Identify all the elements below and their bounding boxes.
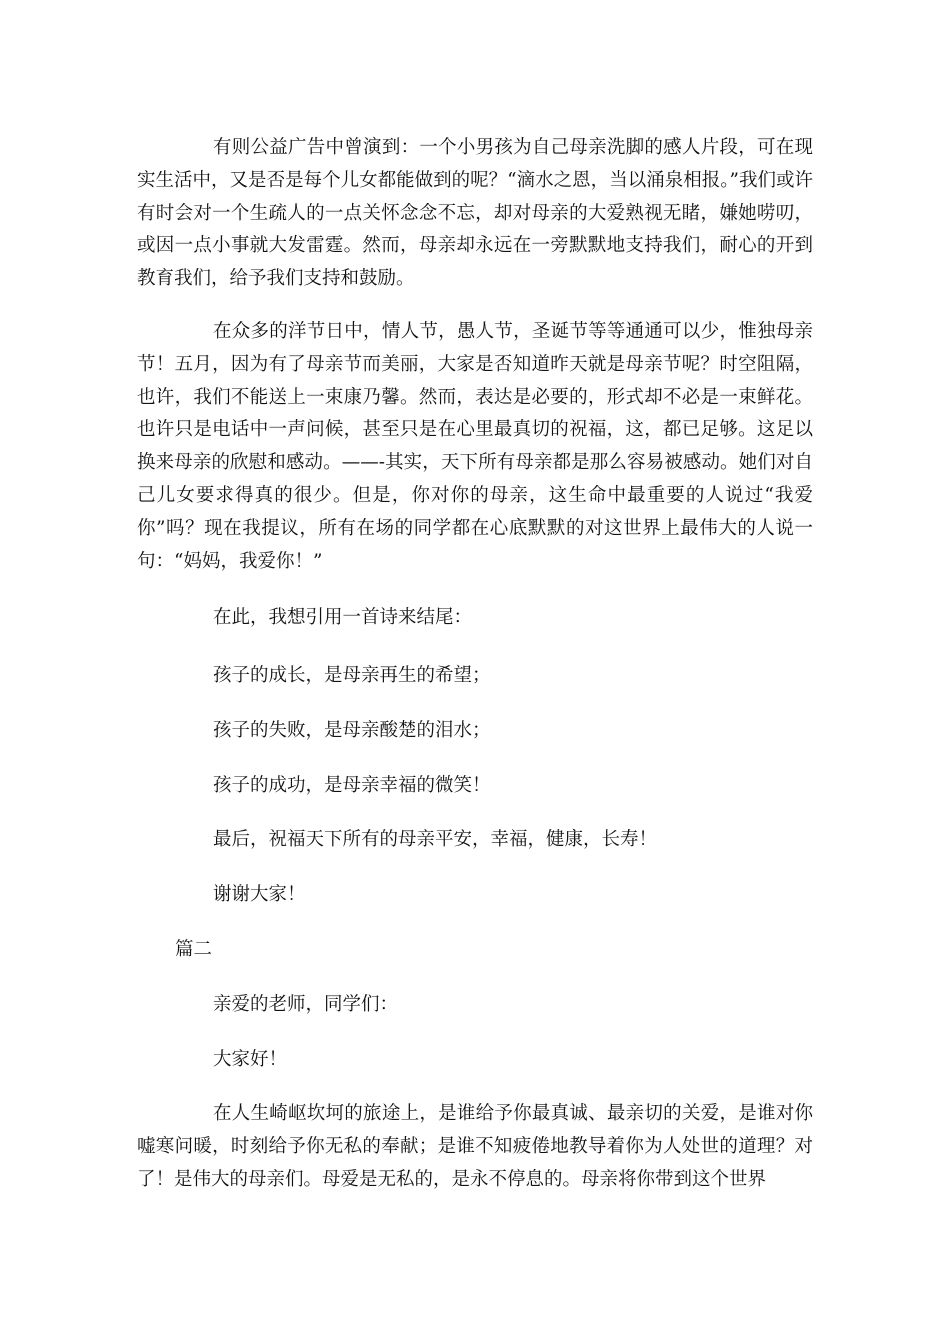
blessing-line: 最后，祝福天下所有的母亲平安，幸福，健康，长寿！ xyxy=(213,829,658,850)
poem-line-2: 孩子的失败，是母亲酸楚的泪水； xyxy=(213,720,491,741)
section-heading-2: 篇二 xyxy=(175,939,213,960)
poem-line-1: 孩子的成长，是母亲再生的希望； xyxy=(213,665,491,686)
hello-line: 大家好！ xyxy=(213,1049,288,1070)
poem-line-3: 孩子的成功，是母亲幸福的微笑！ xyxy=(213,775,491,796)
paragraph-mothers-day: 在众多的洋节日中，情人节，愚人节，圣诞节等等通通可以少，惟独母亲节！五月，因为有了母亲节而美丽，大家是否知道昨天就是母亲节呢？时空阻隔，也许，我们不能送上一束康乃馨。然而，表达是必要的，形式却不必是一束鲜花。也许只是电话中一声问候，甚至只是在心里最真切的祝福，这，都已足够。这足以换来母亲的欣慰和感动。——-其实，天下所有母亲都是那么容易被感动。她们对自己儿女要求得真的很少。但是，你对你的母亲，这生命中最重要的人说过“我爱你”吗？现在我提议，所有在场的同学都在心底默默的对这世界上最伟大的人说一句：“妈妈，我爱你！” xyxy=(137,321,813,572)
paragraph-life-journey: 在人生崎岖坎坷的旅途上，是谁给予你最真诚、最亲切的关爱，是谁对你嘘寒问暖，时刻给予你无私的奉献；是谁不知疲倦地教导着你为人处世的道理？对了！是伟大的母亲们。母爱是无私的，是永不停息的。母亲将你带到这个世界 xyxy=(137,1103,813,1190)
paragraph-public-ad: 有则公益广告中曾演到：一个小男孩为自己母亲洗脚的感人片段，可在现实生活中，又是否是每个儿女都能做到的呢？“滴水之恩，当以涌泉相报。”我们或许有时会对一个生疏人的一点关怀念念不忘，却对母亲的大爱熟视无睹，嫌她唠叨，或因一点小事就大发雷霆。然而，母亲却永远在一旁默默地支持我们，耐心的开到教育我们，给予我们支持和鼓励。 xyxy=(137,137,813,290)
thanks-line: 谢谢大家！ xyxy=(213,884,306,905)
poem-intro-line: 在此，我想引用一首诗来结尾： xyxy=(213,607,473,628)
greeting-line: 亲爱的老师，同学们： xyxy=(213,994,399,1015)
